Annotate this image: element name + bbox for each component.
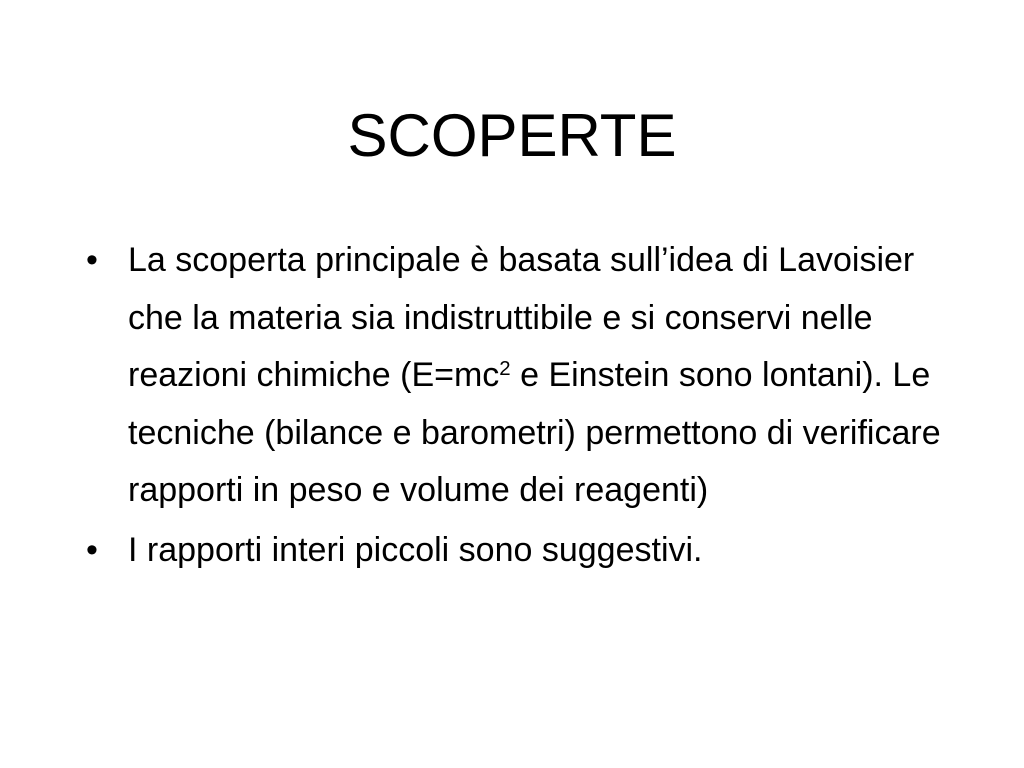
bullet-item-ratios [86, 522, 966, 580]
bullet-list [86, 232, 966, 581]
bullet-text-part1: La scoperta principale è basata sull’idea di Lavoisier che la materia sia indistruttibile e si conservi nelle reazioni chimiche (E=mc [128, 241, 915, 394]
bullet-dot-icon: • [86, 241, 98, 279]
bullet-item-discovery [86, 232, 966, 520]
bullet-text-part2: e Einstein sono lontani). Le tecniche (bilance e barometri) permettono di verificare rapporti in peso e volume dei reagenti) [128, 356, 941, 509]
superscript-two: 2 [499, 357, 511, 380]
bullet-text: I rapporti interi piccoli sono suggestivi. [128, 530, 703, 569]
bullet-dot-icon: • [86, 530, 98, 569]
slide-title: SCOPERTE [347, 102, 677, 169]
